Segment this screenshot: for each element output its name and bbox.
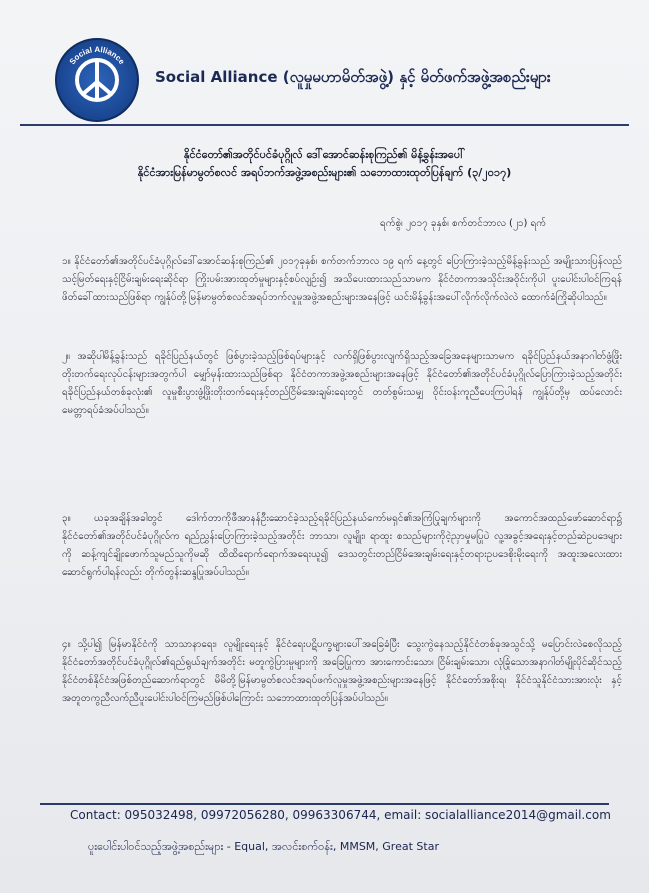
peace-sign-icon <box>57 40 137 120</box>
paragraph-1: ၁။ နိုင်ငံတော်၏အတိုင်ပင်ခံပုဂ္ဂိုလ်ဒေါ်အောင်ဆန်းစုကြည်၏ ၂၀၁၇ခုနှစ်၊ စက်တက်ဘာလ ၁၉ ရက် နေ့တွင် ပြောကြားခဲ့သည့်မိန့်ခွန်းသည် အမျိုးသားပြန်လည်သင့်မြတ်ရေးနှင့်ငြိမ်းချမ်းရေးဆိုင်ရာ ကြိုးပမ်းအားထုတ်မှုများနှင့်စပ်လျဉ်း၍ အသိပေးထားသည်သာမက နိုင်ငံတကာအသိုင်းအဝိုင်းကိုပါ ပူးပေါင်းပါဝင်ကြရန်ဖိတ်ခေါ်ထားသည်ဖြစ်ရာ ကျွန်ုပ်တို့မြန်မာမွတ်စလင်အရပ်ဘက်လူမှုအဖွဲ့အစည်းများအနေဖြင့် ယင်းမိန့်ခွန်းအပေါ်လိုက်လိုက်လဲလဲ ထောက်ခံကြိုဆိုပါသည်။ <box>62 256 622 303</box>
statement-title-line-1: နိုင်ငံတော်၏အတိုင်ပင်ခံပုဂ္ဂိုလ် ဒေါ်အောင်ဆန်းစုကြည်၏ မိန့်ခွန်းအပေါ် <box>183 148 466 161</box>
header <box>55 38 635 128</box>
logo-text: Social Alliance <box>67 44 127 67</box>
organization-name: Social Alliance (လူမှုမဟာမိတ်အဖွဲ့) နှင့် မိတ်ဖက်အဖွဲ့အစည်းများ <box>155 68 551 86</box>
paragraph-4: ၄။ သို့ပါ၍ မြန်မာနိုင်ငံကို သာသာနာရေး၊ လူမျိုးရေးနှင့် နိုင်ငံရေးပဋိပက္ခများပေါ်အခြေခံပြီး သွေးကွဲနေသည့်နိုင်ငံတစ်ခုအသွင်သို့ မပြောင်းလဲစေလိုသည့် နိုင်ငံတော်အတိုင်ပင်ခံပုဂ္ဂိုလ်၏ရည်ရွယ်ချက်အတိုင်း မတူကွဲပြားမှုများကို အခြေပြုကာ အားကောင်းသော၊ ငြိမ်းချမ်းသော၊ လုံခြုံသောအနာဂါတ်မျိုးပိုင်ဆိုင်သည့် နိုင်ငံတစ်နိုင်ငံအဖြစ်တည်ဆောက်ရာတွင် မိမိတို့မြန်မာမွတ်စလင်အရပ်ဖက်လူမှုအဖွဲ့အစည်းများအနေဖြင့် နိုင်ငံတော်အစိုးရ၊ နိုင်ငံသူနိုင်ငံသားအားလုံး နှင့်အတူတကွညီလက်ညီပူးပေါင်းပါဝင်ကြမည်ဖြစ်ပါကြောင်း သဘောထားထုတ်ပြန်အပ်ပါသည်။ <box>62 639 622 704</box>
contact-info: Contact: 095032498, 09972056280, 09963306744, email: socialalliance2014@gmail.com <box>70 808 611 822</box>
paragraph-2: ၂။ အဆိုပါမိန့်ခွန်းသည် ရခိုင်ပြည်နယ်တွင် ဖြစ်ပွားခဲ့သည့်ဖြစ်ရပ်များနှင့် လက်ရှိဖြစ်ပွားလျက်ရှိသည့်အခြေအနေများသာမက ရခိုင်ပြည်နယ်အနာဂါတ်ဖွံ့ဖြိုးတိုးတက်ရေးလုပ်ငန်းများအတွက်ပါ မျှော်မှန်းထားသည်ဖြစ်ရာ နိုင်ငံတကာအဖွဲ့အစည်းများအနေဖြင့် နိုင်ငံတော်၏အတိုင်ပင်ခံပုဂ္ဂိုလ်ပြောကြားခဲ့သည့်အတိုင်း ရခိုင်ပြည်နယ်တစ်ခုလုံး၏ လူမှုစီးပွားဖွံ့ဖြိုးတိုးတက်ရေးနှင့်တည်ငြိမ်အေးချမ်းရေးတွင် တတ်စွမ်းသမျှ ဝိုင်းဝန်းကူညီပေးကြပါရန် ကျွန်ုပ်တို့မှ ထပ်လောင်းမေတ္တာရပ်ခံအပ်ပါသည်။ <box>62 351 622 416</box>
footer-divider <box>40 803 609 805</box>
paragraph-3: ၃။ ယခုအချိန်အခါတွင် ဒေါက်တာကိုဖီအာနန်ဦးဆောင်ခဲ့သည့်ရခိုင်ပြည်နယ်ကော်မရှင်၏အကြံပြုချက်များကို အကောင်အထည်ဖော်ဆောင်ရာ၌ နိုင်ငံတော်၏အတိုင်ပင်ခံပုဂ္ဂိုလ်က ရည်ညွှန်းပြောကြားခဲ့သည့်အတိုင်း ဘာသာ၊ လူမျိုး၊ ရာထူး စသည်များကိုငဲ့ညှာမှုမပြုပဲ လူ့အခွင့်အရေးနှင့်တည်ဆဲဥပဒေများကို ဆန့်ကျင်ချိုးဖောက်သူမည်သူကိုမဆို ထိထိရောက်ရောက်အရေးယူ၍ ဒေသတွင်းတည်ငြိမ်အေးချမ်းရေးနှင့်တရားဥပဒေစိုးမိုးရေးကို အထူးအလေးထား ဆောင်ရွက်ပါရန်လည်း တိုက်တွန်းဆန္ဒပြုအပ်ပါသည်။ <box>62 513 622 578</box>
partner-organizations: ပူးပေါင်းပါဝင်သည့်အဖွဲ့အစည်းများ - Equal, အလင်းစက်ဝန်း, MMSM, Great Star <box>88 840 439 853</box>
header-divider <box>20 124 629 126</box>
statement-title-line-2: နိုင်ငံအားမြန်မာမွတ်စလင် အရပ်ဘက်အဖွဲ့အစည်းများ၏ သဘောထားထုတ်ပြန်ချက် (၃/၂၀၁၇) <box>137 166 512 179</box>
statement-date: ရက်စွဲ၊ ၂၀၁၇ ခုနှစ်၊ စက်တင်ဘာလ (၂၁) ရက် <box>380 218 547 229</box>
social-alliance-logo <box>55 38 139 122</box>
